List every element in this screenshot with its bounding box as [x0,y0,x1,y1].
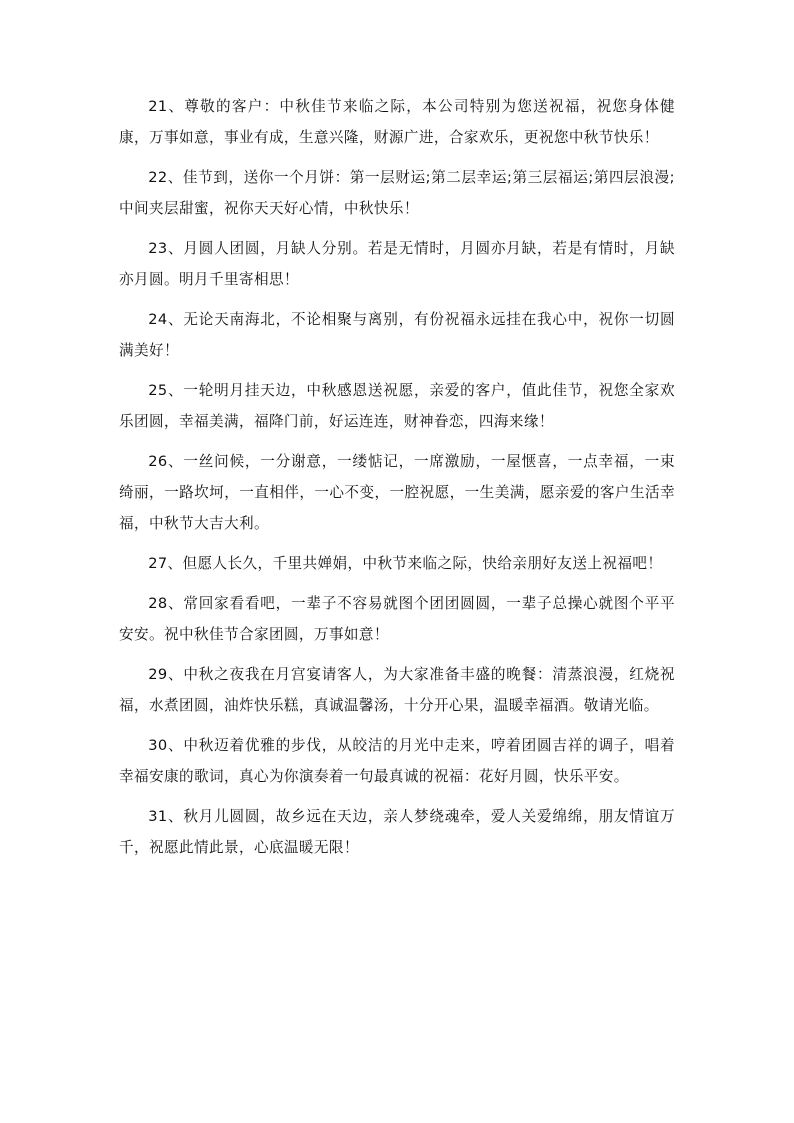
paragraph-24: 24、无论天南海北，不论相聚与离别，有份祝福永远挂在我心中，祝你一切圆满美好！ [119,311,675,359]
document-body [119,91,675,872]
paragraph-26: 26、一丝问候，一分谢意，一缕惦记，一席激励，一屋惬喜，一点幸福，一束绮丽，一路坎坷，一直相伴，一心不变，一腔祝愿，一生美满，愿亲爱的客户生活幸福，中秋节大吉大利。 [119,453,675,532]
paragraph-31: 31、秋月儿圆圆，故乡远在天边，亲人梦绕魂牵，爱人关爱绵绵，朋友情谊万千，祝愿此情此景，心底温暖无限！ [119,808,675,856]
paragraph-28: 28、常回家看看吧，一辈子不容易就图个团团圆圆，一辈子总操心就图个平平安安。祝中秋佳节合家团圆，万事如意！ [119,595,675,643]
paragraph-23: 23、月圆人团圆，月缺人分别。若是无情时，月圆亦月缺，若是有情时，月缺亦月圆。明月千里寄相思！ [119,240,675,288]
paragraph-21: 21、尊敬的客户：中秋佳节来临之际，本公司特别为您送祝福，祝您身体健康，万事如意，事业有成，生意兴隆，财源广进，合家欢乐，更祝您中秋节快乐！ [119,98,675,146]
paragraph-22: 22、佳节到，送你一个月饼：第一层财运;第二层幸运;第三层福运;第四层浪漫;中间夹层甜蜜，祝你天天好心情，中秋快乐！ [119,169,675,217]
paragraph-29: 29、中秋之夜我在月宫宴请客人，为大家准备丰盛的晚餐：清蒸浪漫，红烧祝福，水煮团圆，油炸快乐糕，真诚温馨汤，十分开心果，温暖幸福酒。敬请光临。 [119,666,675,714]
paragraph-27: 27、但愿人长久，千里共婵娟，中秋节来临之际，快给亲朋好友送上祝福吧！ [148,555,663,572]
paragraph-25: 25、一轮明月挂天边，中秋感恩送祝愿，亲爱的客户，值此佳节，祝您全家欢乐团圆，幸福美满，福降门前，好运连连，财神眷恋，四海来缘！ [119,382,675,430]
paragraph-30: 30、中秋迈着优雅的步伐，从皎洁的月光中走来，哼着团圆吉祥的调子，唱着幸福安康的歌词，真心为你演奏着一句最真诚的祝福：花好月圆，快乐平安。 [119,737,675,785]
